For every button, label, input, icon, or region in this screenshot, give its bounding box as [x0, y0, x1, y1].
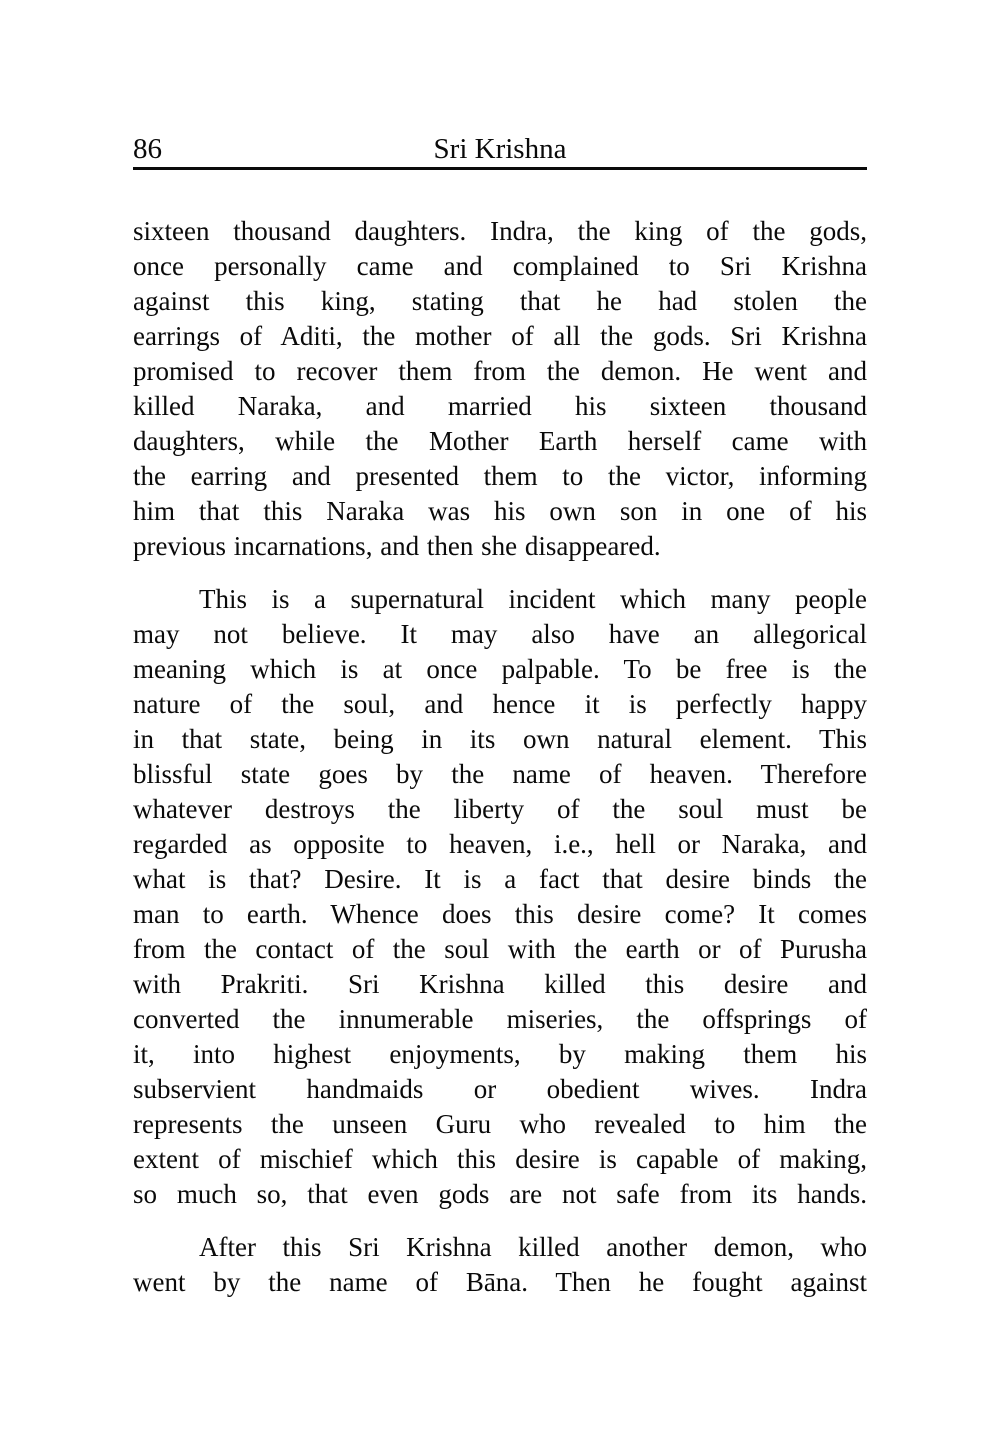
text-line: extent of mischief which this desire is capable of making, — [133, 1144, 867, 1174]
text-line: against this king, stating that he had stolen the — [133, 286, 867, 316]
text-line: from the contact of the soul with the earth or of Purusha — [133, 934, 867, 964]
text-line: what is that? Desire. It is a fact that desire binds the — [133, 864, 867, 894]
page-number: 86 — [133, 133, 162, 165]
text-line: the earring and presented them to the victor, informing — [133, 461, 867, 491]
page-body — [133, 214, 867, 1300]
paragraph-3 — [133, 1230, 867, 1300]
book-page — [133, 0, 867, 1300]
text-line: daughters, while the Mother Earth herself came with — [133, 426, 867, 456]
text-line: regarded as opposite to heaven, i.e., hell or Naraka, and — [133, 829, 867, 859]
text-line: man to earth. Whence does this desire come? It comes — [133, 899, 867, 929]
text-line: earrings of Aditi, the mother of all the gods. Sri Krishna — [133, 321, 867, 351]
text-line: so much so, that even gods are not safe from its hands. — [133, 1179, 867, 1209]
paragraph-1 — [133, 214, 867, 564]
text-line: sixteen thousand daughters. Indra, the king of the gods, — [133, 216, 867, 246]
text-line: it, into highest enjoyments, by making them his — [133, 1039, 867, 1069]
page-header — [133, 134, 867, 170]
text-line: may not believe. It may also have an allegorical — [133, 619, 867, 649]
text-line: meaning which is at once palpable. To be free is the — [133, 654, 867, 684]
text-line: converted the innumerable miseries, the offsprings of — [133, 1004, 867, 1034]
paragraph-2 — [133, 582, 867, 1212]
text-line: represents the unseen Guru who revealed to him the — [133, 1109, 867, 1139]
text-line: once personally came and complained to Sri Krishna — [133, 251, 867, 281]
text-line: After this Sri Krishna killed another demon, who — [199, 1232, 867, 1262]
text-line: him that this Naraka was his own son in one of his — [133, 496, 867, 526]
text-line: nature of the soul, and hence it is perfectly happy — [133, 689, 867, 719]
text-line: promised to recover them from the demon. He went and — [133, 356, 867, 386]
running-header-title: Sri Krishna — [433, 133, 567, 165]
text-line: went by the name of Bāna. Then he fought against — [133, 1267, 867, 1297]
text-line: previous incarnations, and then she disappeared. — [133, 531, 661, 561]
text-line: blissful state goes by the name of heaven. Therefore — [133, 759, 867, 789]
text-line: with Prakriti. Sri Krishna killed this desire and — [133, 969, 867, 999]
text-line: This is a supernatural incident which many people — [199, 584, 867, 614]
text-line: subservient handmaids or obedient wives. Indra — [133, 1074, 867, 1104]
text-line: in that state, being in its own natural element. This — [133, 724, 867, 754]
text-line: whatever destroys the liberty of the soul must be — [133, 794, 867, 824]
text-line: killed Naraka, and married his sixteen thousand — [133, 391, 867, 421]
